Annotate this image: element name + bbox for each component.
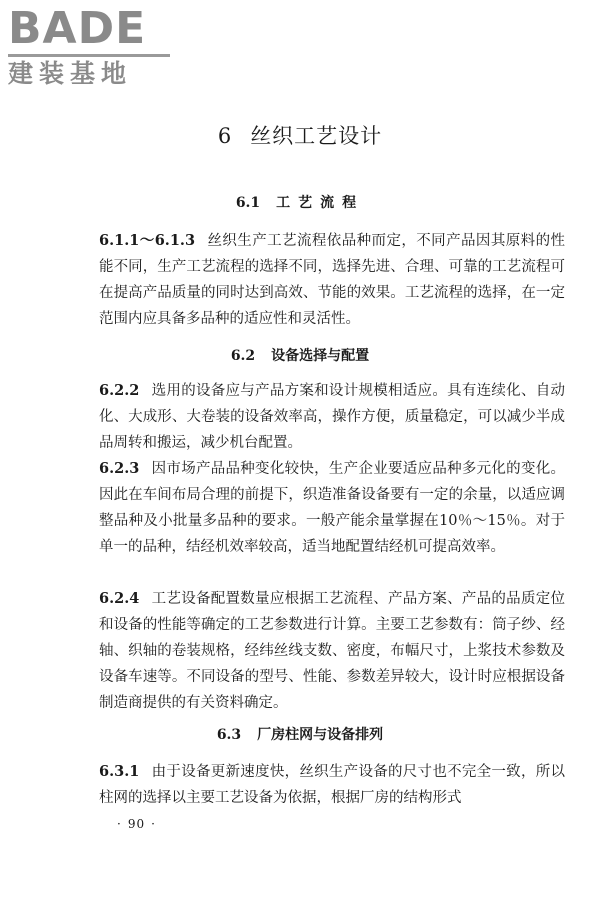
watermark-subtitle: 建装基地 <box>8 59 133 88</box>
section-heading-6-3 <box>0 724 600 744</box>
paragraph-6-2-2 <box>99 378 565 456</box>
paragraph-6-1-1 <box>99 228 565 332</box>
chapter-title <box>0 120 600 150</box>
chapter-title-text: 丝织工艺设计 <box>250 124 383 148</box>
section-title: 厂房柱网与设备排列 <box>257 727 384 743</box>
section-title: 工艺流程 <box>276 195 365 211</box>
clause-number: 6.2.2 <box>99 382 140 399</box>
bullet-dot: · <box>117 817 122 831</box>
paragraph-text: 由于设备更新速度快，丝织生产设备的尺寸也不完全一致，所以柱网的选择以主要工艺设备为依据，根据厂房的结构形式 <box>99 764 565 806</box>
clause-number: 6.2.4 <box>99 590 140 607</box>
watermark-rule <box>8 54 170 57</box>
paragraph-text: 因市场产品品种变化较快，生产企业要适应品种多元化的变化。因此在车间布局合理的前提下，织造准备设备要有一定的余量，以适应调整品种及小批量多品种的要求。一般产能余量掌握在10％～15％。对于单一的品种，结经机效率较高，适当地配置结经机可提高效率。 <box>99 461 565 555</box>
clause-number: 6.3.1 <box>99 763 140 780</box>
paragraph-6-2-4 <box>99 586 565 716</box>
paragraph-text: 选用的设备应与产品方案和设计规模相适应。具有连续化、自动化、大成形、大卷装的设备效率高，操作方便，质量稳定，可以减少半成品周转和搬运，减少机台配置。 <box>99 383 565 451</box>
section-number: 6.1 <box>235 195 261 211</box>
watermark-brand: BADE <box>8 3 147 54</box>
section-number: 6.3 <box>216 727 242 743</box>
watermark-logo <box>8 3 178 89</box>
section-heading-6-2 <box>0 345 600 365</box>
paragraph-6-2-3 <box>99 456 565 560</box>
page-number-value: 90 <box>127 817 146 831</box>
clause-number: 6.2.3 <box>99 460 140 477</box>
chapter-number: 6 <box>217 124 233 148</box>
clause-number: 6.1.1～6.1.3 <box>99 232 196 249</box>
section-title: 设备选择与配置 <box>271 348 370 364</box>
bullet-dot: · <box>151 817 156 831</box>
section-heading-6-1 <box>0 192 600 212</box>
section-number: 6.2 <box>230 348 256 364</box>
paragraph-text: 丝织生产工艺流程依品种而定，不同产品因其原料的性能不同，生产工艺流程的选择不同，选择先进、合理、可靠的工艺流程可在提高产品质量的同时达到高效、节能的效果。工艺流程的选择，在一定范围内应具备多品种的适应性和灵活性。 <box>99 233 565 327</box>
paragraph-text: 工艺设备配置数量应根据工艺流程、产品方案、产品的品质定位和设备的性能等确定的工艺参数进行计算。主要工艺参数有：筒子纱、经轴、织轴的卷装规格，经纬丝线支数、密度，布幅尺寸，上浆技术参数及设备车速等。不同设备的型号、性能、参数差异较大，设计时应根据设备制造商提供的有关资料确定。 <box>99 591 565 711</box>
page-number <box>111 817 162 831</box>
paragraph-6-3-1 <box>99 759 565 811</box>
